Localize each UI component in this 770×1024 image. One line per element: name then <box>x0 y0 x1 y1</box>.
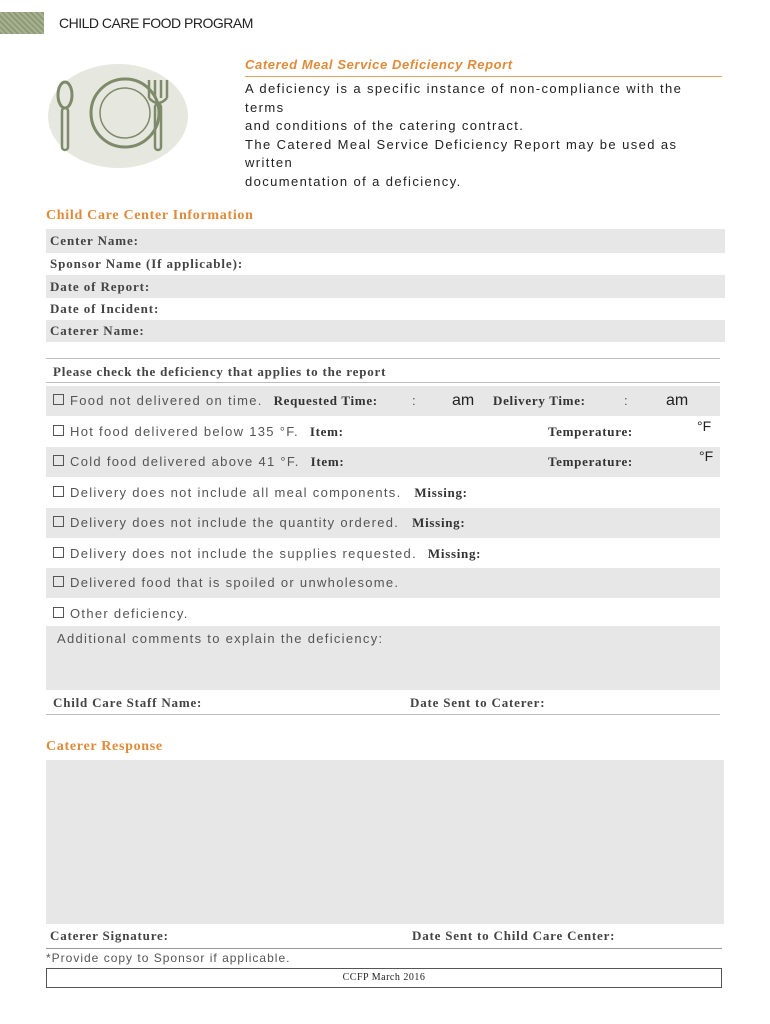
intro-line: documentation of a deficiency. <box>245 173 462 189</box>
deficiency-row-other <box>46 600 720 628</box>
temperature-label: Temperature: <box>548 424 633 439</box>
checkbox-icon[interactable] <box>53 455 64 466</box>
deficiency-row-meal-components <box>46 478 720 508</box>
checkbox-icon[interactable] <box>53 576 64 587</box>
intro-line: The Catered Meal Service Deficiency Report may be used as written <box>245 136 678 170</box>
field-label: Date of Incident: <box>50 301 160 316</box>
plate-fork-spoon-icon <box>43 58 188 170</box>
date-sent-caterer-label: Date Sent to Caterer: <box>410 695 546 710</box>
checkbox-icon[interactable] <box>53 607 64 618</box>
section-divider <box>46 358 720 359</box>
time-colon: : <box>412 393 417 408</box>
field-label: Caterer Name: <box>50 323 145 338</box>
intro-line: and conditions of the catering contract. <box>245 118 525 133</box>
caterer-signature-label: Caterer Signature: <box>50 928 169 943</box>
section-divider <box>46 948 722 949</box>
deficiency-text: Other deficiency. <box>70 606 189 621</box>
deficiency-row-spoiled <box>46 568 720 598</box>
date-sent-center-label: Date Sent to Child Care Center: <box>412 928 616 943</box>
time-colon: : <box>624 393 629 408</box>
deficiency-row-quantity <box>46 508 720 538</box>
temperature-label: Temperature: <box>548 454 633 469</box>
intro-line: A deficiency is a specific instance of non-compliance with the terms <box>245 81 683 115</box>
delivery-time-label: Delivery Time: <box>493 393 586 408</box>
missing-label: Missing: <box>412 515 466 530</box>
deficiency-text: Cold food delivered above 41 °F. <box>70 454 300 469</box>
checkbox-icon[interactable] <box>53 425 64 436</box>
checkbox-icon[interactable] <box>53 547 64 558</box>
report-title-rule <box>245 76 722 77</box>
checkbox-icon[interactable] <box>53 486 64 497</box>
footnote: *Provide copy to Sponsor if applicable. <box>46 951 291 965</box>
center-name-field[interactable] <box>46 229 725 253</box>
deficiency-row-hot-food <box>46 418 720 446</box>
intro-paragraph <box>245 80 725 191</box>
missing-label: Missing: <box>414 485 468 500</box>
field-label: Date of Report: <box>50 279 151 294</box>
caterer-name-field[interactable] <box>46 320 725 342</box>
am-indicator[interactable]: am <box>666 392 689 409</box>
deficiency-row-cold-food <box>46 447 720 477</box>
field-label: Sponsor Name (If applicable): <box>50 256 244 271</box>
date-of-incident-field[interactable] <box>46 298 725 320</box>
program-title: CHILD CARE FOOD PROGRAM <box>59 15 253 31</box>
caterer-signature-row[interactable] <box>50 928 724 948</box>
item-label: Item: <box>310 454 345 469</box>
header-green-tab <box>0 12 44 34</box>
center-info-title: Child Care Center Information <box>46 208 254 223</box>
deficiency-text: Hot food delivered below 135 °F. <box>70 424 299 439</box>
deficiency-text: Delivered food that is spoiled or unwholesome. <box>70 575 400 590</box>
additional-comments-box[interactable] <box>46 626 720 690</box>
deficiency-text: Delivery does not include the quantity ordered. <box>70 515 400 530</box>
section-divider <box>46 382 720 383</box>
caterer-response-title: Caterer Response <box>46 739 163 754</box>
item-label: Item: <box>309 424 344 439</box>
sponsor-name-field[interactable] <box>46 253 725 275</box>
report-title: Catered Meal Service Deficiency Report <box>245 57 513 72</box>
footer: CCFP March 2016 <box>46 968 722 988</box>
am-indicator[interactable]: am <box>452 392 475 409</box>
checkbox-icon[interactable] <box>53 516 64 527</box>
fahrenheit-unit: °F <box>697 418 712 434</box>
deficiency-row-late <box>46 386 720 416</box>
section-divider <box>46 714 720 715</box>
fahrenheit-unit: °F <box>699 448 714 464</box>
staff-name-row[interactable] <box>46 690 720 716</box>
checkbox-icon[interactable] <box>53 394 64 405</box>
deficiency-text: Food not delivered on time. <box>70 393 263 408</box>
deficiency-text: Delivery does not include the supplies requested. <box>70 546 417 561</box>
deficiency-text: Delivery does not include all meal components. <box>70 485 402 500</box>
caterer-response-box[interactable] <box>46 760 724 924</box>
missing-label: Missing: <box>427 546 482 561</box>
date-of-report-field[interactable] <box>46 275 725 298</box>
field-label: Center Name: <box>50 233 139 248</box>
staff-name-label: Child Care Staff Name: <box>53 695 203 710</box>
deficiency-row-supplies <box>46 539 720 569</box>
requested-time-label: Requested Time: <box>273 393 378 408</box>
deficiency-heading: Please check the deficiency that applies to the report <box>53 364 387 379</box>
comments-label: Additional comments to explain the deficiency: <box>57 631 384 646</box>
